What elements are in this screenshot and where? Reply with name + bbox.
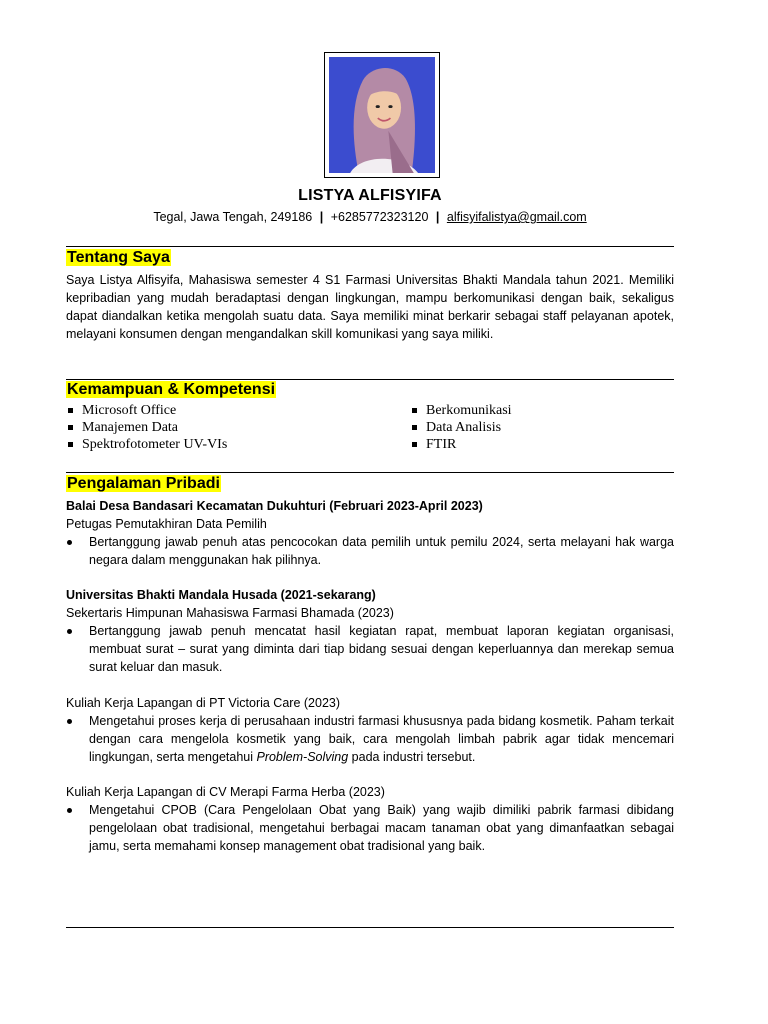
skills-column-left <box>66 402 227 453</box>
candidate-name: LISTYA ALFISYIFA <box>298 187 442 204</box>
section-title-skills: Kemampuan & Kompetensi <box>67 381 276 398</box>
section-title-about: Tentang Saya <box>67 249 170 266</box>
experience-entry <box>66 497 674 569</box>
phone-number: +6285772323120 <box>330 210 429 224</box>
experience-entry <box>66 586 674 676</box>
skills-column-right <box>410 402 512 453</box>
skill-item: FTIR <box>410 436 512 453</box>
contact-separator: | <box>435 210 440 224</box>
experience-role: Kuliah Kerja Lapangan di CV Merapi Farma Herba (2023) <box>66 785 385 799</box>
experience-organization: Balai Desa Bandasari Kecamatan Dukuhturi (Februari 2023-April 2023) <box>66 499 483 513</box>
experience-bullet: Bertanggung jawab penuh atas pencocokan data pemilih untuk pemilu 2024, serta melayani hak warga negara dalam menggunakan hak pilihnya. <box>66 533 674 569</box>
divider <box>66 246 674 247</box>
italic-term: Problem-Solving <box>256 750 349 764</box>
contact-separator: | <box>319 210 324 224</box>
experience-role: Petugas Pemutakhiran Data Pemilih <box>66 517 267 531</box>
divider <box>66 379 674 380</box>
experience-role: Kuliah Kerja Lapangan di PT Victoria Care (2023) <box>66 696 341 710</box>
experience-role: Sekertaris Himpunan Mahasiswa Farmasi Bhamada (2023) <box>66 606 394 620</box>
experience-bullet: Mengetahui proses kerja di perusahaan industri farmasi khususnya pada bidang kosmetik. Paham terkait dengan cara mengelola kosmetik yang baik, cara mengolah limbah pabrik agar tidak mencemari lingkungan, serta mengetahui Problem-Solving pada industri tersebut. <box>66 712 674 766</box>
divider <box>66 927 674 928</box>
skill-item: Berkomunikasi <box>410 402 512 419</box>
contact-line <box>66 210 674 224</box>
section-title-experience: Pengalaman Pribadi <box>67 475 220 492</box>
experience-organization: Universitas Bhakti Mandala Husada (2021-sekarang) <box>66 588 376 602</box>
email-link[interactable]: alfisyifalistya@gmail.com <box>446 210 587 224</box>
divider <box>66 472 674 473</box>
experience-entry <box>66 694 674 766</box>
profile-photo-frame <box>324 52 440 178</box>
skill-item: Microsoft Office <box>66 402 227 419</box>
address: Tegal, Jawa Tengah, 249186 <box>153 210 313 224</box>
skill-item: Data Analisis <box>410 419 512 436</box>
experience-bullet: Mengetahui CPOB (Cara Pengelolaan Obat yang Baik) yang wajib dimiliki pabrik farmasi dibidang pengelolaan obat tradisional, mengetahui berbagai macam tanaman obat yang dimanfaatkan sebagai jamu, serta memahami konsep management obat tradisional yang baik. <box>66 801 674 855</box>
experience-entry <box>66 783 674 855</box>
about-text: Saya Listya Alfisyifa, Mahasiswa semester 4 S1 Farmasi Universitas Bhakti Mandala tahun 2021. Memiliki kepribadian yang mudah beradaptasi dengan lingkungan, mampu berkomunikasi dengan baik, sekaligus dapat diandalkan ketika mengolah suatu data. Saya memiliki minat berkarir sebagai staff pelayanan apotek, melayani konsumen dengan mengandalkan skill komunikasi yang saya miliki. <box>66 273 674 341</box>
experience-bullet: Bertanggung jawab penuh mencatat hasil kegiatan rapat, membuat laporan kegiatan organisasi, membuat surat – surat yang diminta dari tiap bidang sesuai dengan keperluannya dan merekap semua surat keluar dan masuk. <box>66 622 674 676</box>
person-silhouette-icon <box>329 57 435 173</box>
profile-photo <box>329 57 435 173</box>
skill-item: Manajemen Data <box>66 419 227 436</box>
skill-item: Spektrofotometer UV-VIs <box>66 436 227 453</box>
